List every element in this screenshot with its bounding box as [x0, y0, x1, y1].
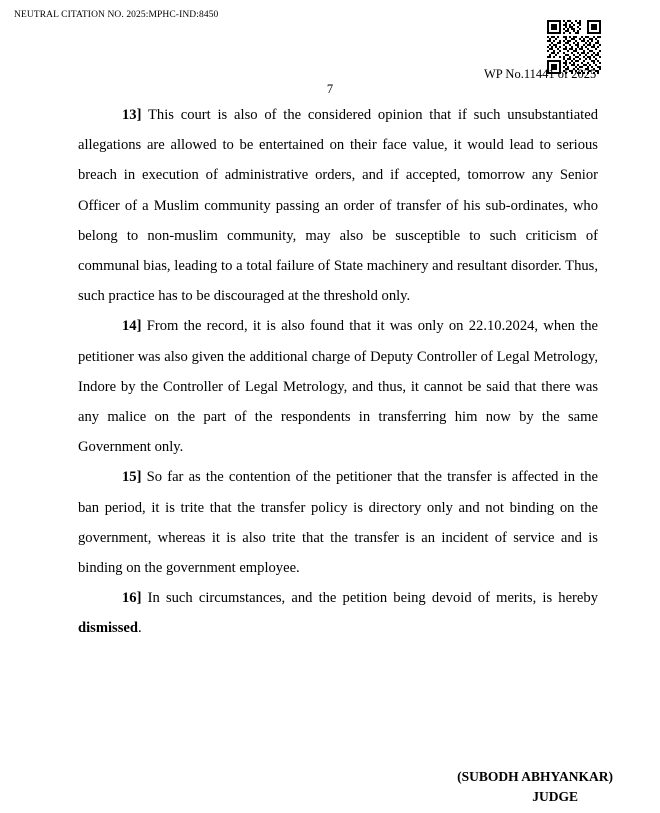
- judge-name: (SUBODH ABHYANKAR): [457, 769, 613, 784]
- judge-designation: JUDGE: [532, 789, 578, 804]
- paragraph-13: [78, 100, 598, 311]
- paragraph-16: [78, 583, 598, 643]
- case-number-text: WP No.11441 of 2025: [484, 67, 597, 81]
- paragraph-text-tail: .: [138, 620, 142, 637]
- paragraph-text: From the record, it is also found that it was only on 22.10.2024, when the petitioner was also given the additional charge of Deputy Controller of Legal Metrology, Indore by the Controller of Legal Metrology, and thus, it cannot be said that there was any malice on the part of the respondents in transferring him now by the same Government only.: [78, 318, 598, 456]
- paragraph-number: 14]: [122, 318, 142, 335]
- neutral-citation-text: NEUTRAL CITATION NO. 2025:MPHC-IND:8450: [14, 10, 219, 20]
- paragraph-text: This court is also of the considered opinion that if such unsubstantiated allegations are allowed to be entertained on their face value, it would lead to serious breach in execution of administrative orders, and if accepted, tomorrow any Senior Officer of a Muslim community passing an order of transfer of his sub-ordinates, who belong to non-muslim community, may also be susceptible to such criticism of communal bias, leading to a total failure of State machinery and resultant disorder. Thus, such practice has to be discouraged at the threshold only.: [78, 107, 598, 305]
- qr-code-icon: [547, 20, 601, 74]
- paragraph-15: [78, 462, 598, 583]
- paragraph-text: So far as the contention of the petitioner that the transfer is affected in the ban period, it is trite that the transfer policy is directory only and not binding on the government, whereas it is also trite that the transfer is an incident of service and is binding on the government employee.: [78, 469, 598, 577]
- paragraph-number: 16]: [122, 590, 142, 607]
- judgment-body: [78, 100, 598, 644]
- dismissed-emphasis: dismissed: [78, 620, 139, 637]
- paragraph-14: [78, 311, 598, 462]
- paragraph-number: 13]: [122, 107, 142, 123]
- paragraph-text: In such circumstances, and the petition being devoid of merits, is hereby: [141, 590, 598, 607]
- page-number: 7: [326, 82, 334, 96]
- paragraph-number: 15]: [122, 469, 142, 486]
